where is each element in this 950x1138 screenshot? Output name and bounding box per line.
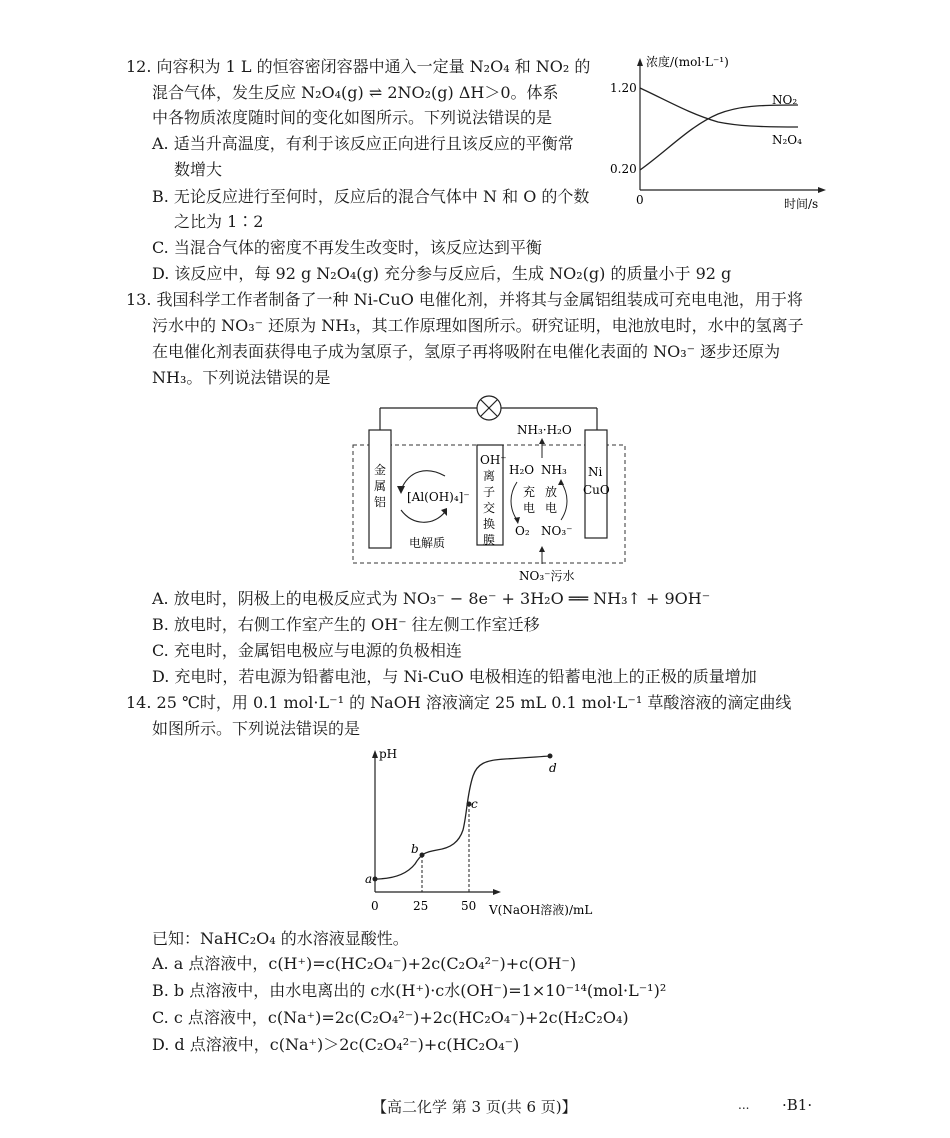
q14-line-2: 如图所示。下列说法错误的是 bbox=[152, 719, 361, 738]
y-tick-top: 1.20 bbox=[610, 81, 637, 95]
q14-known: 已知：NaHC₂O₄ 的水溶液显酸性。 bbox=[152, 929, 409, 948]
aluminum-label-3: 铝 bbox=[374, 495, 387, 509]
left-arrowhead-1 bbox=[397, 486, 405, 494]
q14-option-a: A. a 点溶液中，c(H⁺)=c(HC₂O₄⁻)+2c(C₂O₄²⁻)+c(OH⁻) bbox=[152, 954, 577, 973]
origin-label: 0 bbox=[636, 193, 644, 207]
cuo-label: CuO bbox=[583, 483, 610, 497]
page-footer: 【高二化学 第 3 页(共 6 页)】 bbox=[372, 1098, 577, 1116]
discharge-char-2: 电 bbox=[545, 501, 558, 515]
q13-option-c: C. 充电时，金属铝电极应与电源的负极相连 bbox=[152, 641, 462, 660]
membrane-oh: OH⁻ bbox=[480, 453, 507, 467]
aluminum-label-1: 金 bbox=[374, 463, 387, 477]
charge-char-1: 充 bbox=[523, 485, 536, 499]
top-product: NH₃·H₂O bbox=[517, 423, 572, 437]
x-axis-label: 时间/s bbox=[784, 197, 819, 211]
o2-label: O₂ bbox=[515, 524, 530, 538]
q13-line-2: 污水中的 NO₃⁻ 还原为 NH₃，其工作原理如图所示。研究证明，电池放电时，水中的氢离子 bbox=[152, 316, 804, 335]
x-axis-arrow bbox=[818, 187, 826, 193]
membrane-char-5: 膜 bbox=[483, 533, 496, 547]
membrane-char-3: 交 bbox=[483, 501, 496, 515]
q12-option-b: B. 无论反应进行至何时，反应后的混合气体中 N 和 O 的个数 bbox=[152, 187, 590, 206]
q14-option-d: D. d 点溶液中，c(Na⁺)＞2c(C₂O₄²⁻)+c(HC₂O₄⁻) bbox=[152, 1035, 520, 1054]
ni-label: Ni bbox=[588, 465, 603, 479]
nh3-label: NH₃ bbox=[541, 463, 567, 477]
q12-option-d: D. 该反应中，每 92 g N₂O₄(g) 充分参与反应后，生成 NO₂(g) 的质量小于 92 g bbox=[152, 264, 732, 283]
electrolyte-label: 电解质 bbox=[409, 536, 446, 550]
tick-50: 50 bbox=[461, 899, 477, 913]
titration-curve bbox=[375, 756, 550, 879]
q13-option-a: A. 放电时，阴极上的电极反应式为 NO₃⁻ − 8e⁻ + 3H₂O ══ NH₃↑ + 9OH⁻ bbox=[152, 589, 711, 608]
q13-line-1: 13. 我国科学工作者制备了一种 Ni-CuO 电催化剂，并将其与金属铝组装成可充电电池，用于将 bbox=[126, 290, 803, 309]
volume-axis-arrow bbox=[493, 889, 501, 895]
aluminum-label-2: 属 bbox=[374, 479, 387, 493]
volume-label: V(NaOH溶液)/mL bbox=[489, 903, 593, 917]
label-a: a bbox=[365, 872, 373, 886]
point-d bbox=[548, 754, 553, 759]
q13-option-d: D. 充电时，若电源为铅蓄电池，与 Ni-CuO 电极相连的铅蓄电池上的正极的质量增加 bbox=[152, 667, 757, 686]
n2o4-label: N₂O₄ bbox=[772, 133, 802, 147]
discharge-char-1: 放 bbox=[545, 485, 558, 499]
battery-diagram bbox=[345, 390, 635, 585]
aluminate-ion: [Al(OH)₄]⁻ bbox=[407, 490, 470, 504]
y-axis-arrow bbox=[637, 58, 643, 66]
inlet-arrowhead bbox=[539, 546, 545, 552]
footer-dots: ... bbox=[738, 1098, 750, 1112]
q13-option-b: B. 放电时，右侧工作室产生的 OH⁻ 往左侧工作室迁移 bbox=[152, 615, 540, 634]
membrane-char-1: 离 bbox=[483, 469, 496, 483]
tick-0: 0 bbox=[371, 899, 379, 913]
ph-label: pH bbox=[379, 747, 398, 761]
no3-label: NO₃⁻ bbox=[541, 524, 573, 538]
q12-line-2: 混合气体，发生反应 N₂O₄(g) ⇌ 2NO₂(g) ΔH＞0。体系 bbox=[152, 83, 559, 102]
label-b: b bbox=[411, 842, 419, 856]
concentration-time-graph bbox=[608, 52, 828, 212]
q12-option-a-cont: 数增大 bbox=[174, 160, 223, 179]
titration-curve-graph bbox=[355, 742, 625, 922]
charge-arrowhead bbox=[514, 517, 520, 524]
q12-option-b-cont: 之比为 1∶2 bbox=[174, 212, 264, 231]
q13-line-4: NH₃。下列说法错误的是 bbox=[152, 368, 331, 387]
membrane-char-4: 换 bbox=[483, 517, 496, 531]
discharge-arrow bbox=[561, 482, 567, 520]
h2o-label: H₂O bbox=[509, 463, 535, 477]
q14-line-1: 14. 25 ℃时，用 0.1 mol·L⁻¹ 的 NaOH 溶液滴定 25 mL 0.1 mol·L⁻¹ 草酸溶液的滴定曲线 bbox=[126, 693, 792, 712]
q12-option-c: C. 当混合气体的密度不再发生改变时，该反应达到平衡 bbox=[152, 238, 542, 257]
label-d: d bbox=[549, 761, 557, 775]
charge-arrow bbox=[511, 482, 517, 520]
ph-axis-arrow bbox=[372, 750, 378, 758]
membrane-char-2: 子 bbox=[483, 485, 496, 499]
q13-line-3: 在电催化剂表面获得电子成为氢原子，氢原子再将吸附在电催化表面的 NO₃⁻ 逐步还原为 bbox=[152, 342, 781, 361]
q14-option-b: B. b 点溶液中，由水电离出的 c水(H⁺)·c水(OH⁻)=1×10⁻¹⁴(mol·L⁻¹)² bbox=[152, 981, 667, 1000]
label-c: c bbox=[471, 797, 478, 811]
left-arrow-up bbox=[401, 471, 445, 490]
q12-line-1: 12. 向容积为 1 L 的恒容密闭容器中通入一定量 N₂O₄ 和 NO₂ 的 bbox=[126, 57, 591, 76]
point-a bbox=[373, 877, 378, 882]
left-arrow-down bbox=[401, 510, 445, 522]
q14-option-c: C. c 点溶液中，c(Na⁺)=2c(C₂O₄²⁻)+2c(HC₂O₄⁻)+2c(H₂C₂O₄) bbox=[152, 1008, 629, 1027]
tick-25: 25 bbox=[413, 899, 429, 913]
inlet-label: NO₃⁻污水 bbox=[519, 569, 575, 583]
charge-char-2: 电 bbox=[523, 501, 536, 515]
discharge-arrowhead bbox=[558, 479, 564, 485]
point-b bbox=[420, 853, 425, 858]
top-arrowhead bbox=[539, 438, 545, 444]
footer-code: ·B1· bbox=[782, 1096, 813, 1114]
y-tick-bottom: 0.20 bbox=[610, 162, 637, 176]
no2-label: NO₂ bbox=[772, 93, 798, 107]
y-axis-label: 浓度/(mol·L⁻¹) bbox=[646, 55, 729, 69]
q12-option-a: A. 适当升高温度，有利于该反应正向进行且该反应的平衡常 bbox=[152, 134, 574, 153]
q12-line-3: 中各物质浓度随时间的变化如图所示。下列说法错误的是 bbox=[152, 108, 553, 127]
